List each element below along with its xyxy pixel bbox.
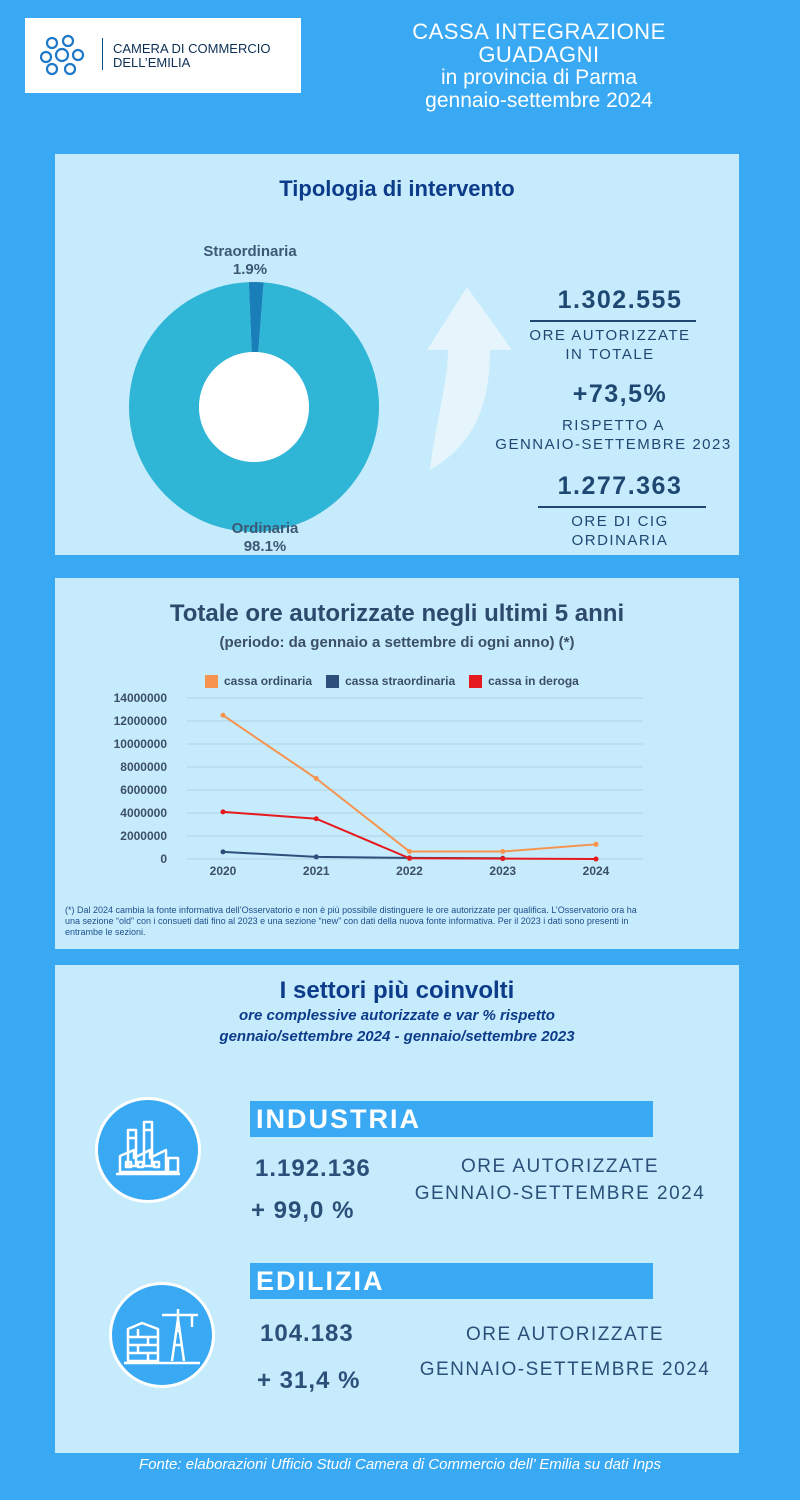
stat-variation-value: +73,5% (572, 380, 668, 408)
x-tick-label: 2023 (489, 864, 517, 878)
sectors-subtitle-1: ore complessive autorizzate e var % rispetto (239, 1007, 555, 1024)
data-point (314, 854, 319, 859)
header-line-1: CASSA INTEGRAZIONE (412, 19, 666, 44)
header-line-4: gennaio-settembre 2024 (425, 89, 653, 112)
stat-variation (530, 380, 710, 409)
trend-panel (55, 578, 739, 949)
sector-hours-edilizia: 104.183 (260, 1320, 354, 1347)
y-tick-label: 14000000 (113, 691, 167, 705)
stat-ordinary-hours-label (530, 512, 710, 550)
sectors-panel (55, 965, 739, 1453)
y-tick-label: 0 (160, 852, 167, 866)
stat-divider-1 (530, 320, 696, 322)
stat-total-hours-label-2: IN TOTALE (565, 346, 655, 363)
logo-divider (102, 38, 103, 70)
legend-label-ordinaria: cassa ordinaria (224, 674, 313, 688)
data-point (407, 856, 412, 861)
stat-total-hours-label (520, 326, 700, 364)
stat-ordinary-hours-label-1: ORE DI CIG (571, 513, 669, 530)
data-point (594, 857, 599, 862)
sector-change-industria: + 99,0 % (251, 1197, 355, 1224)
y-tick-label: 10000000 (113, 737, 167, 751)
intervention-type-title: Tipologia di intervento (279, 176, 515, 201)
stat-total-hours-label-1: ORE AUTORIZZATE (529, 327, 691, 344)
data-point (594, 842, 599, 847)
sector-name-edilizia: EDILIZIA (250, 1263, 653, 1299)
stat-total-hours-value: 1.302.555 (557, 286, 683, 314)
donut-label-straordinaria (185, 243, 315, 279)
stat-variation-label-2: GENNAIO-SETTEMBRE 2023 (495, 436, 732, 453)
y-tick-label: 2000000 (120, 829, 167, 843)
sectors-subtitle-2: gennaio/settembre 2024 - gennaio/settembre 2023 (219, 1028, 575, 1045)
trend-title: Totale ore autorizzate negli ultimi 5 anni (169, 600, 625, 627)
x-tick-label: 2021 (302, 864, 330, 878)
stat-variation-label-1: RISPETTO A (561, 417, 666, 434)
logo-line-1: CAMERA DI COMMERCIO (113, 41, 271, 56)
sector-label-edilizia-1: ORE AUTORIZZATE (465, 1324, 665, 1345)
logo (25, 18, 301, 93)
y-tick-label: 12000000 (113, 714, 167, 728)
data-point (221, 713, 226, 718)
chart-footnote: (*) Dal 2024 cambia la fonte informativa dell’Osservatorio e non è più possibile distinguere le ore autorizzate per qualifica. L’Osservatorio ora ha una sezione “old” con i consueti dati fino al 2023 e una sezione “new” con dati della nuova fonte informativa. Per il 2023 i dati sono presenti in entrambe le sezioni. (65, 905, 637, 937)
donut-label-straordinaria-value: 1.9% (232, 261, 268, 278)
construction-icon (112, 1285, 212, 1385)
donut-hole (199, 352, 309, 462)
legend-label-straordinaria: cassa straordinaria (345, 674, 456, 688)
stat-total-hours (530, 286, 710, 315)
y-tick-label: 8000000 (120, 760, 167, 774)
donut-label-straordinaria-name: Straordinaria (203, 243, 297, 260)
y-tick-label: 4000000 (120, 806, 167, 820)
header-line-2: GUADAGNI (478, 42, 600, 67)
intervention-type-panel (55, 154, 739, 555)
sector-change-edilizia: + 31,4 % (257, 1367, 361, 1394)
stat-variation-label (491, 416, 736, 454)
header-line-3: in provincia di Parma (440, 66, 638, 89)
x-tick-label: 2022 (396, 864, 423, 878)
sector-label-industria (410, 1153, 710, 1207)
stat-ordinary-hours-value: 1.277.363 (557, 472, 683, 500)
y-tick-label: 6000000 (120, 783, 167, 797)
sector-name-industria: INDUSTRIA (250, 1101, 653, 1137)
logo-text (113, 42, 270, 70)
series-line-0 (223, 715, 596, 851)
sector-label-edilizia-2: GENNAIO-SETTEMBRE 2024 (419, 1359, 711, 1380)
source-footer: Fonte: elaborazioni Ufficio Studi Camera di Commercio dell’ Emilia su dati Inps (139, 1456, 661, 1473)
series-line-1 (223, 852, 503, 858)
data-point (500, 849, 505, 854)
x-tick-label: 2020 (209, 864, 237, 878)
sector-label-edilizia (400, 1321, 730, 1383)
data-point (221, 809, 226, 814)
data-point (500, 856, 505, 861)
donut-label-ordinaria-value: 98.1% (243, 538, 287, 555)
donut-label-ordinaria (200, 520, 330, 556)
sector-hours-industria: 1.192.136 (255, 1155, 371, 1182)
data-point (221, 849, 226, 854)
stat-divider-2 (538, 506, 706, 508)
donut-label-ordinaria-name: Ordinaria (231, 520, 299, 537)
chamber-logo-icon (38, 33, 86, 77)
data-point (407, 849, 412, 854)
sector-label-industria-1: ORE AUTORIZZATE (460, 1156, 660, 1177)
factory-icon (98, 1100, 198, 1200)
data-point (314, 816, 319, 821)
stat-ordinary-hours-label-2: ORDINARIA (571, 532, 669, 549)
stat-ordinary-hours (530, 472, 710, 501)
construction-icon-circle (109, 1282, 215, 1388)
legend-label-deroga: cassa in deroga (488, 674, 579, 688)
trend-subtitle: (periodo: da gennaio a settembre di ogni anno) (*) (219, 634, 575, 651)
data-point (314, 776, 319, 781)
factory-icon-circle (95, 1097, 201, 1203)
sector-label-industria-2: GENNAIO-SETTEMBRE 2024 (414, 1183, 706, 1204)
line-chart (55, 578, 739, 888)
logo-line-2: DELL’EMILIA (113, 55, 191, 70)
page-header (360, 20, 718, 112)
sectors-title: I settori più coinvolti (279, 977, 515, 1004)
x-tick-label: 2024 (582, 864, 610, 878)
